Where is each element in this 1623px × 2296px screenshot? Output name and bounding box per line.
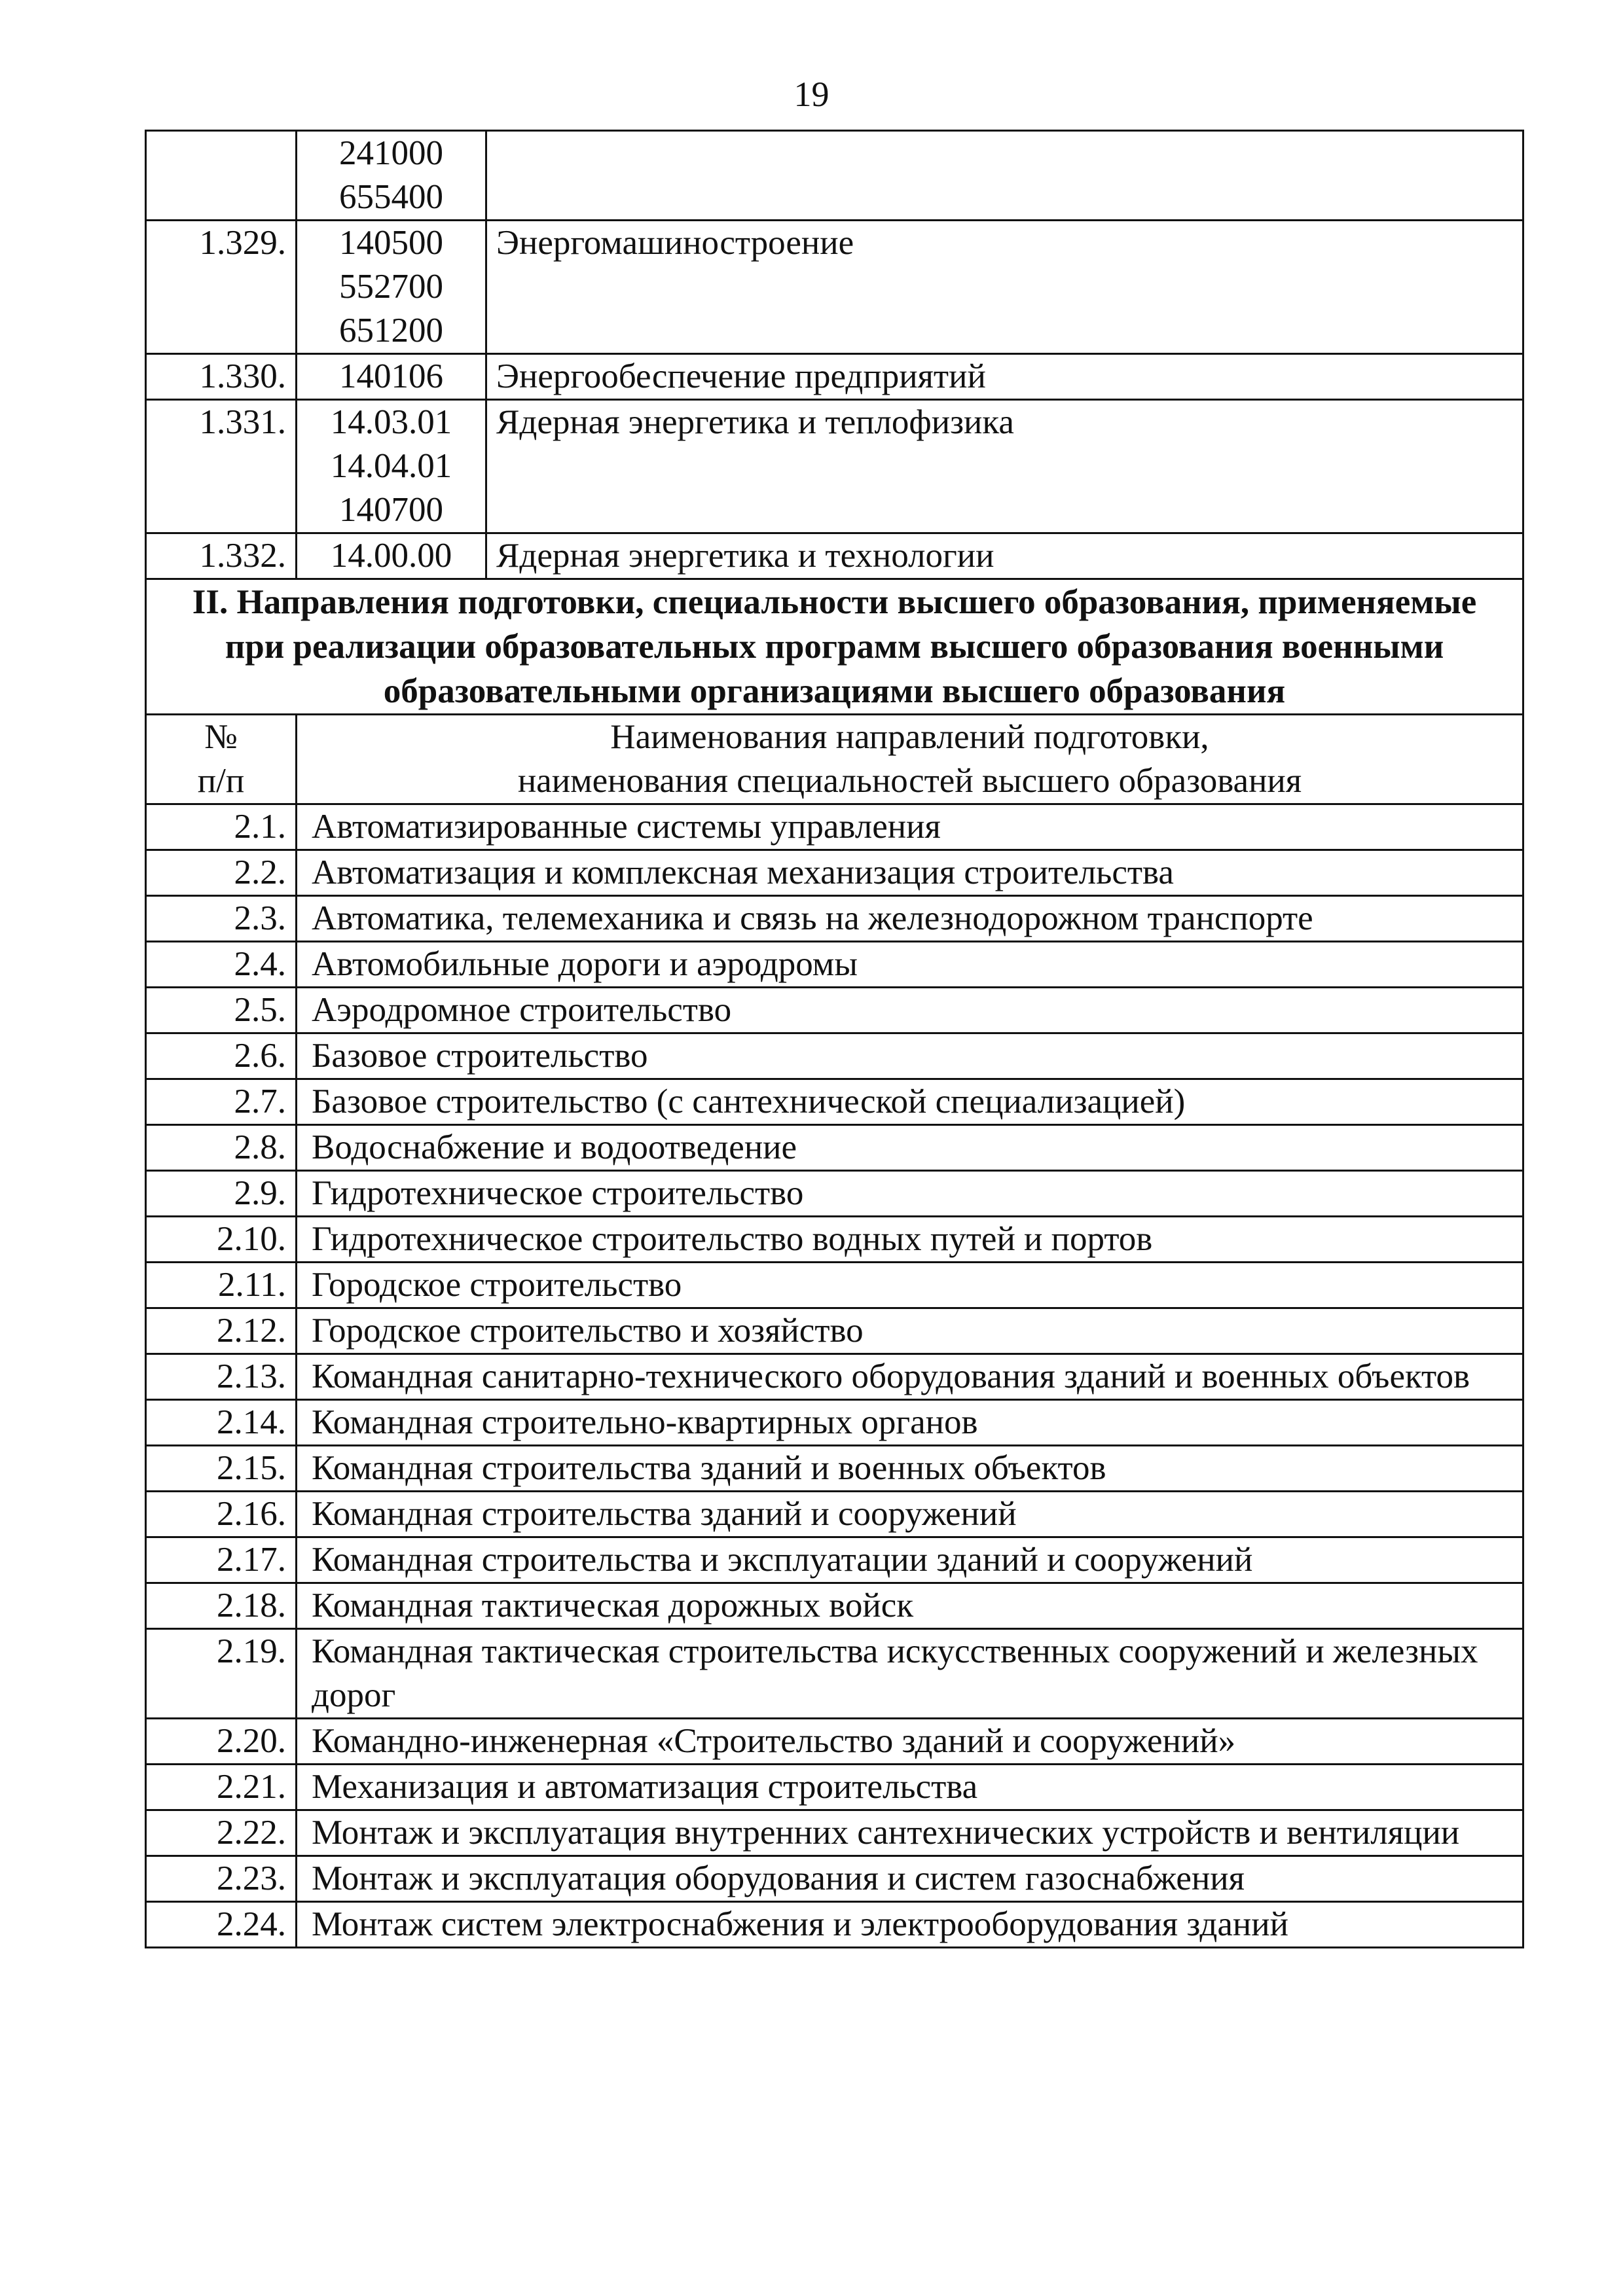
table-row <box>146 131 1523 221</box>
table-row <box>146 1537 1523 1583</box>
row-name: Автоматизированные системы управления <box>297 804 1523 850</box>
row-name: Городское строительство <box>297 1263 1523 1308</box>
row-name: Водоснабжение и водоотведение <box>297 1125 1523 1171</box>
code-value: 14.00.00 <box>330 537 452 575</box>
row-number: 2.11. <box>146 1263 297 1308</box>
row-name: Командная строительства и эксплуатации зданий и сооружений <box>297 1537 1523 1583</box>
row-number: 2.18. <box>146 1583 297 1629</box>
row-number: 2.14. <box>146 1400 297 1446</box>
table-row <box>146 533 1523 579</box>
table-row <box>146 1719 1523 1765</box>
row-name: Энергомашиностроение <box>486 221 1523 354</box>
row-name: Командная тактическая дорожных войск <box>297 1583 1523 1629</box>
section-1-rows <box>146 131 1523 579</box>
table-row <box>146 1033 1523 1079</box>
row-codes <box>297 221 486 354</box>
row-name: Ядерная энергетика и теплофизика <box>486 400 1523 533</box>
row-name: Монтаж систем электроснабжения и электрооборудования зданий <box>297 1902 1523 1948</box>
row-number <box>146 131 297 221</box>
table-row <box>146 1902 1523 1948</box>
table-row <box>146 1354 1523 1400</box>
table-row <box>146 850 1523 896</box>
row-name: Ядерная энергетика и технологии <box>486 533 1523 579</box>
row-number: 2.2. <box>146 850 297 896</box>
row-name: Автоматика, телемеханика и связь на железнодорожном транспорте <box>297 896 1523 942</box>
row-name: Гидротехническое строительство водных путей и портов <box>297 1217 1523 1263</box>
table-row <box>146 1079 1523 1125</box>
row-number: 2.8. <box>146 1125 297 1171</box>
row-number: 1.329. <box>146 221 297 354</box>
row-number: 2.4. <box>146 942 297 988</box>
header-number-cell <box>146 715 297 804</box>
row-name: Городское строительство и хозяйство <box>297 1308 1523 1354</box>
code-value: 655400 <box>339 178 443 216</box>
row-codes <box>297 400 486 533</box>
row-name: Командно-инженерная «Строительство зданий и сооружений» <box>297 1719 1523 1765</box>
row-number: 2.6. <box>146 1033 297 1079</box>
code-value: 140500 <box>339 224 443 262</box>
table-header-row <box>146 715 1523 804</box>
row-number: 2.22. <box>146 1810 297 1856</box>
row-number: 2.5. <box>146 988 297 1033</box>
table-row <box>146 1125 1523 1171</box>
row-name: Командная строительства зданий и военных объектов <box>297 1446 1523 1492</box>
row-number: 2.13. <box>146 1354 297 1400</box>
table-row <box>146 1171 1523 1217</box>
table-row <box>146 942 1523 988</box>
header-number-symbol: № <box>204 718 238 756</box>
table-row <box>146 1446 1523 1492</box>
table-row <box>146 1856 1523 1902</box>
row-name: Базовое строительство (с сантехнической специализацией) <box>297 1079 1523 1125</box>
row-number: 1.330. <box>146 354 297 400</box>
code-value: 651200 <box>339 312 443 350</box>
table-row <box>146 400 1523 533</box>
row-number: 2.20. <box>146 1719 297 1765</box>
code-value: 552700 <box>339 268 443 306</box>
table-row <box>146 1308 1523 1354</box>
section-2-rows <box>146 804 1523 1948</box>
table-row <box>146 1492 1523 1537</box>
row-name: Аэродромное строительство <box>297 988 1523 1033</box>
row-name: Командная строительно-квартирных органов <box>297 1400 1523 1446</box>
row-codes <box>297 131 486 221</box>
row-name: Базовое строительство <box>297 1033 1523 1079</box>
code-value: 140106 <box>339 357 443 395</box>
section-2-title-row <box>146 579 1523 715</box>
row-name <box>486 131 1523 221</box>
row-name: Монтаж и эксплуатация внутренних сантехнических устройств и вентиляции <box>297 1810 1523 1856</box>
row-name: Автомобильные дороги и аэродромы <box>297 942 1523 988</box>
row-number: 2.1. <box>146 804 297 850</box>
header-name-cell <box>297 715 1523 804</box>
row-number: 2.12. <box>146 1308 297 1354</box>
row-number: 2.7. <box>146 1079 297 1125</box>
table-row <box>146 1263 1523 1308</box>
code-value: 14.03.01 <box>330 403 452 441</box>
section-2-title: II. Направления подготовки, специальности высшего образования, применяемые при реализации образовательных программ высшего образования военными образовательными организациями высшего образования <box>146 579 1523 715</box>
table-row <box>146 988 1523 1033</box>
table-row <box>146 1583 1523 1629</box>
row-codes <box>297 533 486 579</box>
row-number: 2.16. <box>146 1492 297 1537</box>
row-number: 2.17. <box>146 1537 297 1583</box>
row-number: 2.10. <box>146 1217 297 1263</box>
row-name: Командная тактическая строительства искусственных сооружений и железных дорог <box>297 1629 1523 1719</box>
table-row <box>146 896 1523 942</box>
row-number: 1.332. <box>146 533 297 579</box>
row-number: 2.23. <box>146 1856 297 1902</box>
header-name-line-1: Наименования направлений подготовки, <box>610 718 1209 756</box>
section-2-block <box>146 579 1523 804</box>
row-name: Механизация и автоматизация строительства <box>297 1765 1523 1810</box>
table-row <box>146 1629 1523 1719</box>
header-number-abbrev: п/п <box>197 762 245 800</box>
row-number: 2.19. <box>146 1629 297 1719</box>
row-number: 2.9. <box>146 1171 297 1217</box>
classification-table <box>145 130 1524 1948</box>
row-number: 2.3. <box>146 896 297 942</box>
table-row <box>146 1217 1523 1263</box>
row-name: Автоматизация и комплексная механизация строительства <box>297 850 1523 896</box>
row-name: Командная санитарно-технического оборудования зданий и военных объектов <box>297 1354 1523 1400</box>
page-number: 19 <box>793 75 830 114</box>
table-row <box>146 1765 1523 1810</box>
code-value: 140700 <box>339 491 443 529</box>
table-row <box>146 1400 1523 1446</box>
table-row <box>146 354 1523 400</box>
row-number: 2.21. <box>146 1765 297 1810</box>
row-number: 1.331. <box>146 400 297 533</box>
table-row <box>146 804 1523 850</box>
row-codes <box>297 354 486 400</box>
row-number: 2.24. <box>146 1902 297 1948</box>
code-value: 14.04.01 <box>330 447 452 485</box>
row-name: Энергообеспечение предприятий <box>486 354 1523 400</box>
header-name-line-2: наименования специальностей высшего образования <box>517 762 1302 800</box>
row-name: Монтаж и эксплуатация оборудования и систем газоснабжения <box>297 1856 1523 1902</box>
row-name: Гидротехническое строительство <box>297 1171 1523 1217</box>
row-number: 2.15. <box>146 1446 297 1492</box>
table-row <box>146 221 1523 354</box>
table-row <box>146 1810 1523 1856</box>
code-value: 241000 <box>339 134 443 172</box>
row-name: Командная строительства зданий и сооружений <box>297 1492 1523 1537</box>
